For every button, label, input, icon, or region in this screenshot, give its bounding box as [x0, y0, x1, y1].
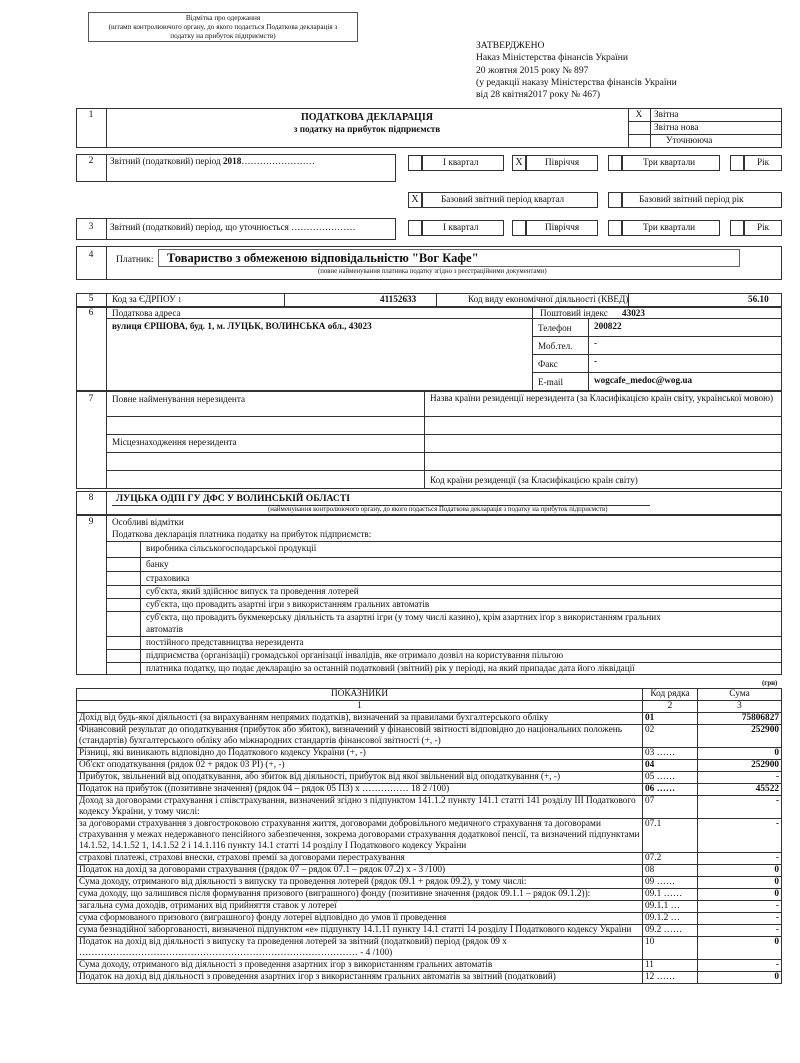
- mobile-value: -: [594, 338, 598, 348]
- phone-value: 200822: [594, 321, 622, 331]
- table-row: [77, 760, 782, 772]
- section-number: 9: [88, 517, 94, 527]
- table-row: [77, 937, 782, 960]
- tax-office-name: ЛУЦЬКА ОДПІ ГУ ДФС У ВОЛИНСЬКІЙ ОБЛАСТІ: [116, 493, 350, 504]
- row-code: 10: [643, 937, 698, 960]
- row-code: 09.1 ……: [643, 889, 698, 901]
- fax-value: -: [594, 356, 598, 366]
- tax-address-label: Податкова адреса: [112, 308, 181, 318]
- table-header-row: [77, 689, 782, 701]
- row-code: 12 ……: [643, 972, 698, 984]
- payer-note: (повне найменування платника податку згідно з реєстраційними документами): [318, 268, 547, 275]
- email-value: wogcafe_medoc@wog.ua: [594, 375, 693, 385]
- special-marks-subtitle: Податкова декларація платника податку на прибуток підприємств:: [112, 529, 372, 539]
- section-number: 2: [88, 156, 94, 166]
- q1-option: І квартал: [422, 155, 504, 171]
- clar-q1-checkbox[interactable]: [408, 220, 422, 236]
- row-code: 09.1.2 …: [643, 913, 698, 925]
- special-marks-title: Особливі відмітки: [112, 517, 184, 527]
- indicator-name: Доход за договорами страхування і співстрахування, визначений згідно з підпунктом 141.1.2 пункту 141.1 статті 141 розділу ІІІ Податкового кодексу України, у тому числі:: [77, 796, 643, 819]
- row-code: 06 ……: [643, 784, 698, 796]
- indicator-name: Податок на прибуток ((позитивне значення) (рядок 04 – рядок 05 ПЗ) х …………… 18 2 /100): [77, 784, 643, 796]
- row-sum[interactable]: 252900: [698, 725, 782, 748]
- special-mark-item: виробника сільськогосподарської продукції: [146, 543, 317, 553]
- clar-half-checkbox[interactable]: [512, 220, 526, 236]
- edrpou-label: Код за ЄДРПОУ 1: [112, 294, 182, 304]
- table-row: [77, 784, 782, 796]
- indicator-name: Фінансовий результат до оподаткування (прибуток або збиток), визначений у фінансовій звітності відповідно до національних положень (стандартів) бухгалтерського обліку або міжнародних стандартів фінансової звітності (+, -): [77, 725, 643, 748]
- row-sum[interactable]: -: [698, 796, 782, 819]
- option-clarifying: Уточнююча: [666, 135, 713, 145]
- indicator-name: страхові платежі, страхові внески, страхові премії за договорами перестрахування: [77, 853, 643, 865]
- section-number: 8: [88, 493, 94, 503]
- table-row: [77, 748, 782, 760]
- special-mark-item: суб'єкта, що провадить букмекерську діяльність та азартні ігри (у тому числі казино), крім азартних ігор з використанням гральних: [146, 612, 661, 622]
- table-row: [77, 713, 782, 725]
- stamp-line: податку на прибуток підприємств): [170, 32, 276, 40]
- half-year-checkbox[interactable]: X: [512, 155, 526, 171]
- indicator-name: Податок на дохід від діяльності з випуску та проведення лотерей за звітний (податковий) період (рядок 09 х ……………………………………………………………………………… - 4 /100): [77, 937, 643, 960]
- clar-q3-option: Три квартали: [622, 220, 720, 236]
- indicator-name: Сума доходу, отриманого від діяльності з випуску та проведення лотерей (рядок 09.1 + рядок 09.2), у тому числі:: [77, 877, 643, 889]
- clar-half-option: Півріччя: [526, 220, 598, 236]
- row-code: 01: [643, 713, 698, 725]
- row-code: 09.1.1 …: [643, 901, 698, 913]
- payer-name-field[interactable]: Товариство з обмеженою відповідальністю "Вог Кафе": [158, 249, 740, 267]
- indicator-name: Дохід від будь-якої діяльності (за вирахуванням непрямих податків), визначений за правилами бухгалтерського обліку: [77, 713, 643, 725]
- table-row: [77, 877, 782, 889]
- indicator-name: Податок на дохід від діяльності з проведення азартних ігор з використанням гральних автоматів за звітний (податковий): [77, 972, 643, 984]
- row-sum[interactable]: 45522: [698, 784, 782, 796]
- indicator-name: сума доходу, що залишився після формування призового (виграшного) фонду (позитивне значення (рядок 09.1.1 – рядок 09.1.2)):: [77, 889, 643, 901]
- header-indicators: ПОКАЗНИКИ: [77, 689, 643, 701]
- tax-address-value: вулиця ЄРШОВА, буд. 1, м. ЛУЦЬК, ВОЛИНСЬКА обл., 43023: [112, 321, 372, 331]
- table-row: [77, 772, 782, 784]
- row-code: 07: [643, 796, 698, 819]
- country-code-label: Код країни резиденції (за Класифікацією країн світу): [430, 475, 638, 485]
- col-number: 3: [698, 701, 782, 713]
- section-number: 5: [88, 294, 94, 304]
- section-5-box: [76, 293, 782, 307]
- receipt-stamp-box: [88, 12, 358, 42]
- table-row: [77, 865, 782, 877]
- phone-label: Телефон: [538, 323, 572, 333]
- special-mark-item: платника податку, що подає декларацію за останній податковий (звітний) рік у періоді, на який припадає дата його ліквідації: [146, 663, 635, 673]
- indicator-name: Сума доходу, отриманого від діяльності з проведення азартних ігор з використанням гральних автоматів: [77, 960, 643, 972]
- three-quarters-checkbox[interactable]: [608, 155, 622, 171]
- special-mark-item: постійного представництва нерезидента: [146, 637, 304, 647]
- section-number: 7: [88, 394, 94, 404]
- indicator-name: за договорами страхування з довгостроковою страхування життя, договорами добровільного медичного страхування та договорами страхування у межах недержавного пенсійного забезпечення, зокрема договорами страхування додаткової пенсії, та визначений підпунктами 14.1.52, 14.1.52 1, 14.1.52 2 і 14.1.116 пункту 14.1 статті 14 розділу І Податкового кодексу України: [77, 819, 643, 853]
- edrpou-value: 41152633: [380, 294, 417, 304]
- table-row: [77, 725, 782, 748]
- option-new-reporting: Звітна нова: [654, 122, 699, 132]
- indicators-table: [76, 688, 782, 984]
- table-column-numbers: [77, 701, 782, 713]
- indicator-name: Об'єкт оподаткування (рядок 02 + рядок 03 РІ) (+, -): [77, 760, 643, 772]
- payer-label: Платник:: [116, 254, 154, 265]
- row-code: 03 ……: [643, 748, 698, 760]
- special-mark-item: підприємства (організації) громадської організації інвалідів, яке отримало дозвіл на користування пільгою: [146, 650, 564, 660]
- row-code: 07.2: [643, 853, 698, 865]
- currency-unit: (грн): [762, 680, 778, 687]
- year-checkbox[interactable]: [730, 155, 744, 171]
- clar-year-checkbox[interactable]: [730, 220, 744, 236]
- tax-office-note: (найменування контролюючого органу, до якого подається Податкова декларація з податку на прибуток підприємств): [268, 506, 608, 513]
- clar-q3-checkbox[interactable]: [608, 220, 622, 236]
- section-number: 1: [88, 110, 94, 120]
- row-sum[interactable]: -: [698, 819, 782, 853]
- indicator-name: сума сформованого призового (виграшного) фонду лотереї відповідно до умов її проведення: [77, 913, 643, 925]
- table-row: [77, 853, 782, 865]
- base-quarter-checkbox[interactable]: X: [408, 192, 422, 208]
- approval-line: (у редакції наказу Міністерства фінансів України: [476, 76, 677, 88]
- declaration-title: ПОДАТКОВА ДЕКЛАРАЦІЯ: [301, 112, 433, 123]
- q1-checkbox[interactable]: [408, 155, 422, 171]
- row-sum[interactable]: 0: [698, 865, 782, 877]
- section-number: 4: [88, 250, 94, 260]
- declaration-subtitle: з податку на прибуток підприємств: [293, 124, 441, 134]
- row-code: 08: [643, 865, 698, 877]
- nonresident-name-label: Повне найменування нерезидента: [112, 394, 246, 404]
- base-year-checkbox[interactable]: [608, 192, 622, 208]
- special-mark-item: суб'єкта, який здійснює випуск та проведення лотерей: [146, 586, 359, 596]
- row-code: 09 ……: [643, 877, 698, 889]
- indicator-name: сума безнадійної заборгованості, визначеної підпунктом «е» підпункту 14.1.11 пункту 14.1 статті 14 розділу І Податкового кодексу України: [77, 925, 643, 937]
- checkbox-mark[interactable]: X: [635, 109, 643, 119]
- half-year-option: Півріччя: [526, 155, 598, 171]
- approval-block: [476, 40, 796, 101]
- row-sum[interactable]: 75806827: [698, 713, 782, 725]
- stamp-line: Відмітка про одержання: [185, 14, 261, 22]
- clar-q1-option: І квартал: [422, 220, 504, 236]
- approval-line: від 28 квітня2017 року № 467): [476, 89, 601, 101]
- row-sum[interactable]: 0: [698, 889, 782, 901]
- table-row: [77, 972, 782, 984]
- country-name-label: Назва країни резиденції нерезидента (за Класифікацією країн світу, української мовою): [430, 393, 774, 403]
- row-sum[interactable]: -: [698, 853, 782, 865]
- row-sum[interactable]: 0: [698, 972, 782, 984]
- indicator-name: загальна сума доходів, отриманих від прийняття ставок у лотереї: [77, 901, 643, 913]
- email-label: E-mail: [538, 377, 564, 387]
- row-code: 07.1: [643, 819, 698, 853]
- row-sum[interactable]: 0: [698, 937, 782, 960]
- row-sum[interactable]: 252900: [698, 760, 782, 772]
- table-row: [77, 925, 782, 937]
- header-sum: Сума: [698, 689, 782, 701]
- row-code: 02: [643, 725, 698, 748]
- zip-value: 43023: [622, 308, 645, 318]
- table-row: [77, 960, 782, 972]
- table-row: [77, 901, 782, 913]
- three-quarters-option: Три квартали: [622, 155, 720, 171]
- base-year-option: Базовий звітний період рік: [622, 192, 782, 208]
- col-number: 1: [77, 701, 643, 713]
- special-mark-item: страховика: [146, 573, 190, 583]
- mobile-label: Моб.тел.: [538, 341, 573, 351]
- indicator-name: Прибуток, звільнений від оподаткування, або збиток від діяльності, прибуток від якої звільнений від оподаткування (+, -): [77, 772, 643, 784]
- clar-year-option: Рік: [744, 220, 782, 236]
- row-code: 11: [643, 960, 698, 972]
- kved-label: Код виду економічної діяльності (КВЕД): [468, 294, 629, 304]
- table-row: [77, 819, 782, 853]
- special-mark-item: банку: [146, 559, 169, 569]
- section-number: 3: [88, 222, 94, 232]
- table-row: [77, 796, 782, 819]
- row-code: 05 ……: [643, 772, 698, 784]
- special-mark-item: суб'єкта, що провадить азартні ігри з використанням гральних автоматів: [146, 599, 430, 609]
- year-option: Рік: [744, 155, 782, 171]
- row-sum[interactable]: -: [698, 913, 782, 925]
- base-quarter-option: Базовий звітний період квартал: [422, 192, 598, 208]
- fax-label: Факс: [538, 359, 558, 369]
- option-reporting: Звітна: [654, 109, 679, 119]
- stamp-line: (штамп контролюючого органу, до якого подається Податкова декларація з: [108, 23, 338, 31]
- indicator-name: Різниці, які виникають відповідно до Податкового кодексу України (+, -): [77, 748, 643, 760]
- col-number: 2: [643, 701, 698, 713]
- approval-line: ЗАТВЕРДЖЕНО: [476, 40, 545, 51]
- special-mark-item: автоматів: [146, 624, 183, 634]
- row-sum[interactable]: 0: [698, 748, 782, 760]
- approval-line: 20 жовтня 2015 року № 897: [476, 64, 589, 76]
- row-code: 04: [643, 760, 698, 772]
- header-code: Код рядка: [643, 689, 698, 701]
- approval-line: Наказ Міністерства фінансів України: [476, 52, 629, 64]
- row-sum[interactable]: -: [698, 960, 782, 972]
- kved-value: 56.10: [748, 294, 769, 304]
- period-label: Звітний (податковий) період 2018……………………: [110, 156, 315, 166]
- indicator-name: Податок на дохід за договорами страхування ((рядок 07 – рядок 07.1 – рядок 07.2) х - 3 /100): [77, 865, 643, 877]
- zip-label: Поштовий індекс: [540, 308, 608, 318]
- row-sum[interactable]: 0: [698, 877, 782, 889]
- row-sum[interactable]: -: [698, 772, 782, 784]
- table-row: [77, 889, 782, 901]
- row-sum[interactable]: -: [698, 901, 782, 913]
- clarified-period-label: Звітний (податковий) період, що уточнюється …………………: [110, 222, 356, 232]
- section-number: 6: [88, 308, 94, 318]
- row-code: 09.2 ……: [643, 925, 698, 937]
- table-row: [77, 913, 782, 925]
- row-sum[interactable]: -: [698, 925, 782, 937]
- nonresident-location-label: Місцезнаходження нерезидента: [112, 437, 237, 447]
